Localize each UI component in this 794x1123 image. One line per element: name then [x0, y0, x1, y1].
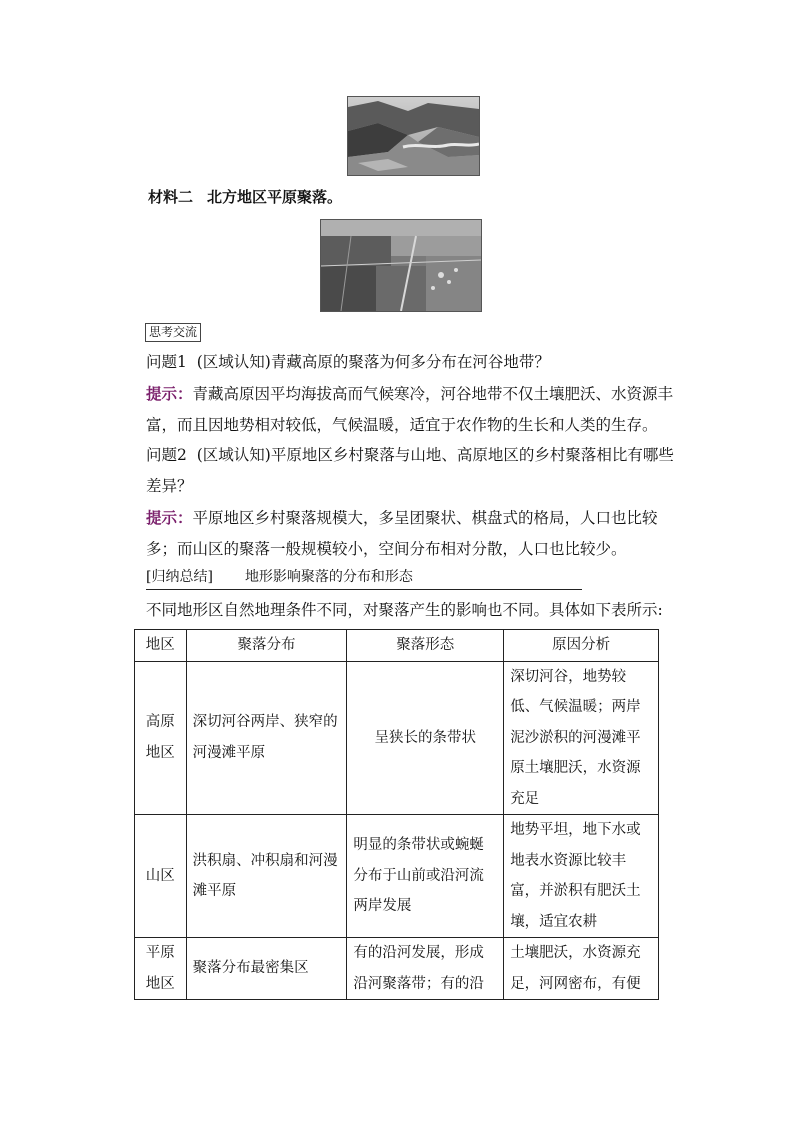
table-cell: 明显的条带状或蜿蜒分布于山前或沿河流两岸发展	[347, 815, 504, 938]
question-2-label: 问题2	[146, 446, 187, 464]
header-reason: 原因分析	[504, 630, 659, 662]
table-cell: 有的沿河发展，形成沿河聚落带；有的沿	[347, 938, 504, 1000]
table-header-row	[135, 630, 659, 662]
material2-label: 材料二	[148, 188, 194, 206]
table-cell: 土壤肥沃，水资源充足，河网密布，有便	[504, 938, 659, 1000]
summary-heading	[146, 565, 582, 590]
question-1-label: 问题1	[146, 353, 187, 371]
table-cell: 平原地区	[135, 938, 187, 1000]
answer-2-text: 平原地区乡村聚落规模大，多呈团聚状、棋盘式的格局，人口也比较多；而山区的聚落一般规模较小，空间分布相对分散，人口也比较少。	[146, 509, 658, 558]
answer-1-text: 青藏高原因平均海拔高而气候寒冷，河谷地带不仅土壤肥沃、水资源丰富，而且因地势相对较低，气候温暖，适宜于农作物的生长和人类的生存。	[146, 385, 674, 434]
table-cell: 呈狭长的条带状	[347, 661, 504, 815]
intro-text: 不同地形区自然地理条件不同，对聚落产生的影响也不同。具体如下表所示:	[146, 601, 663, 619]
material2-caption	[148, 186, 356, 207]
summary-title: 地形影响聚落的分布和形态	[244, 569, 413, 585]
landform-settlement-table	[134, 629, 659, 1000]
plain-aerial-photo	[320, 219, 482, 312]
valley-photo	[347, 96, 480, 176]
table-row	[135, 938, 659, 1000]
table-cell: 深切河谷，地势较低、气候温暖；两岸泥沙淤积的河漫滩平原土壤肥沃，水资源充足	[504, 661, 659, 815]
material2-text: 北方地区平原聚落。	[207, 188, 343, 206]
table-row	[135, 661, 659, 815]
table-cell: 山区	[135, 815, 187, 938]
question-1	[146, 347, 686, 378]
summary-label: [归纳总结]	[146, 569, 213, 585]
question-2-text: (区域认知)平原地区乡村聚落与山地、高原地区的乡村聚落相比有哪些差异？	[146, 446, 674, 495]
table-cell: 高原地区	[135, 661, 187, 815]
answer-1	[146, 378, 686, 441]
table-cell: 聚落分布最密集区	[186, 938, 347, 1000]
header-distribution: 聚落分布	[186, 630, 347, 662]
question-2	[146, 440, 686, 502]
answer-2	[146, 502, 686, 565]
think-tag: 思考交流	[145, 323, 201, 342]
table-cell: 深切河谷两岸、狭窄的河漫滩平原	[186, 661, 347, 815]
header-region: 地区	[135, 630, 187, 662]
table-row	[135, 815, 659, 938]
header-form: 聚落形态	[347, 630, 504, 662]
table-cell: 地势平坦，地下水或地表水资源比较丰富，并淤积有肥沃土壤，适宜农耕	[504, 815, 659, 938]
table-cell: 洪积扇、冲积扇和河漫滩平原	[186, 815, 347, 938]
question-1-text: (区域认知)青藏高原的聚落为何多分布在河谷地带？	[196, 353, 550, 371]
answer-1-label: 提示：	[146, 384, 193, 403]
answer-2-label: 提示：	[146, 508, 193, 527]
